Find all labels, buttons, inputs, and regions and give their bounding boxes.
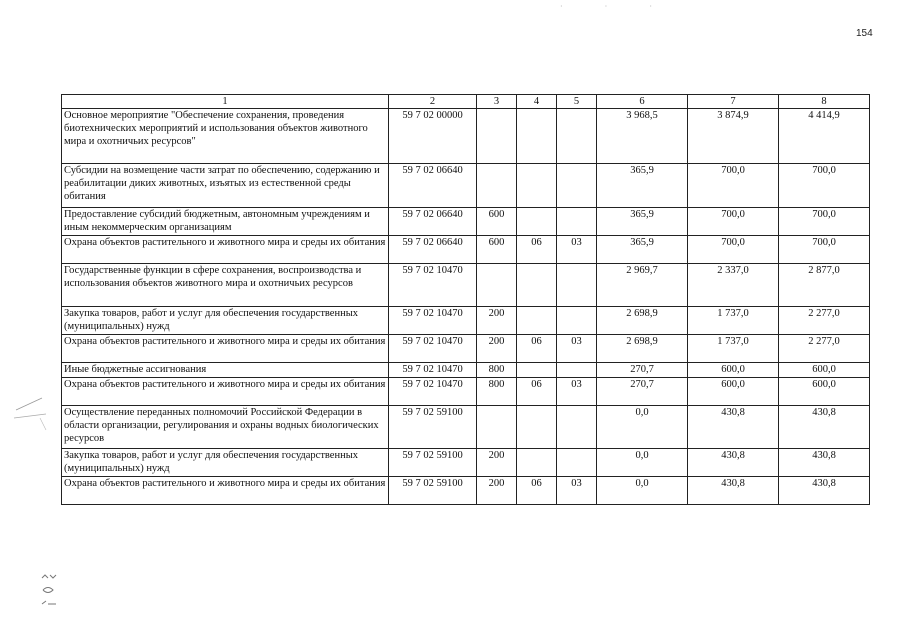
row-code: 59 7 02 10470 xyxy=(389,307,477,335)
row-value-8: 2 277,0 xyxy=(779,307,870,335)
header-col-3: 3 xyxy=(477,95,517,109)
header-col-8: 8 xyxy=(779,95,870,109)
row-code: 59 7 02 06640 xyxy=(389,208,477,236)
row-col-3: 200 xyxy=(477,477,517,505)
row-value-6: 365,9 xyxy=(597,208,688,236)
row-col-4 xyxy=(517,307,557,335)
row-value-6: 365,9 xyxy=(597,236,688,264)
row-value-8: 2 877,0 xyxy=(779,264,870,307)
row-name: Государственные функции в сфере сохранения, воспроизводства и использования объектов животного мира и охотничьих ресурсов xyxy=(62,264,389,307)
table-body xyxy=(62,109,870,505)
row-name: Охрана объектов растительного и животного мира и среды их обитания xyxy=(62,378,389,406)
row-col-5 xyxy=(557,208,597,236)
row-code: 59 7 02 00000 xyxy=(389,109,477,164)
table-row xyxy=(62,236,870,264)
table-row xyxy=(62,264,870,307)
row-col-5: 03 xyxy=(557,378,597,406)
table-row xyxy=(62,406,870,449)
row-name: Закупка товаров, работ и услуг для обеспечения государственных (муниципальных) нужд xyxy=(62,307,389,335)
row-value-6: 3 968,5 xyxy=(597,109,688,164)
row-col-4: 06 xyxy=(517,477,557,505)
row-name: Охрана объектов растительного и животного мира и среды их обитания xyxy=(62,335,389,363)
row-value-6: 0,0 xyxy=(597,449,688,477)
row-col-3: 600 xyxy=(477,236,517,264)
table-row xyxy=(62,449,870,477)
row-code: 59 7 02 10470 xyxy=(389,378,477,406)
row-value-6: 2 698,9 xyxy=(597,307,688,335)
row-value-6: 2 698,9 xyxy=(597,335,688,363)
row-col-5 xyxy=(557,307,597,335)
row-code: 59 7 02 10470 xyxy=(389,363,477,378)
row-col-5 xyxy=(557,264,597,307)
header-col-4: 4 xyxy=(517,95,557,109)
row-value-7: 430,8 xyxy=(688,477,779,505)
table-row xyxy=(62,208,870,236)
row-value-8: 600,0 xyxy=(779,363,870,378)
row-value-7: 700,0 xyxy=(688,208,779,236)
table-row xyxy=(62,164,870,208)
row-col-3: 200 xyxy=(477,449,517,477)
header-col-7: 7 xyxy=(688,95,779,109)
row-value-7: 600,0 xyxy=(688,363,779,378)
table-row xyxy=(62,477,870,505)
header-row xyxy=(62,95,870,109)
row-col-5 xyxy=(557,109,597,164)
row-value-7: 3 874,9 xyxy=(688,109,779,164)
row-value-8: 430,8 xyxy=(779,477,870,505)
row-col-3: 800 xyxy=(477,363,517,378)
row-value-6: 270,7 xyxy=(597,363,688,378)
row-value-7: 430,8 xyxy=(688,449,779,477)
row-col-5 xyxy=(557,406,597,449)
row-code: 59 7 02 10470 xyxy=(389,264,477,307)
row-col-3 xyxy=(477,264,517,307)
row-col-4 xyxy=(517,264,557,307)
row-col-3: 200 xyxy=(477,335,517,363)
row-col-3: 600 xyxy=(477,208,517,236)
row-col-3 xyxy=(477,109,517,164)
row-col-4 xyxy=(517,449,557,477)
table-row xyxy=(62,307,870,335)
row-col-3 xyxy=(477,406,517,449)
row-value-8: 2 277,0 xyxy=(779,335,870,363)
row-col-5: 03 xyxy=(557,477,597,505)
row-value-6: 0,0 xyxy=(597,406,688,449)
header-col-5: 5 xyxy=(557,95,597,109)
row-code: 59 7 02 06640 xyxy=(389,236,477,264)
row-col-4 xyxy=(517,208,557,236)
row-col-5: 03 xyxy=(557,335,597,363)
header-col-1: 1 xyxy=(62,95,389,109)
scan-bottom-marks xyxy=(40,572,64,612)
row-col-3 xyxy=(477,164,517,208)
row-name: Предоставление субсидий бюджетным, автономным учреждениям и иным некоммерческим организациям xyxy=(62,208,389,236)
row-value-8: 430,8 xyxy=(779,449,870,477)
row-name: Охрана объектов растительного и животного мира и среды их обитания xyxy=(62,477,389,505)
row-name: Основное мероприятие "Обеспечение сохранения, проведения биотехнических мероприятий и использования объектов животного мира и охотничьих ресурсов" xyxy=(62,109,389,164)
row-value-7: 1 737,0 xyxy=(688,335,779,363)
row-value-6: 2 969,7 xyxy=(597,264,688,307)
row-col-5: 03 xyxy=(557,236,597,264)
row-value-8: 4 414,9 xyxy=(779,109,870,164)
row-code: 59 7 02 59100 xyxy=(389,449,477,477)
row-name: Субсидии на возмещение части затрат по обеспечению, содержанию и реабилитации диких животных, изъятых из естественной среды обитания xyxy=(62,164,389,208)
row-value-7: 2 337,0 xyxy=(688,264,779,307)
row-value-7: 430,8 xyxy=(688,406,779,449)
row-col-4 xyxy=(517,363,557,378)
row-value-6: 365,9 xyxy=(597,164,688,208)
row-value-8: 600,0 xyxy=(779,378,870,406)
row-col-4: 06 xyxy=(517,236,557,264)
row-value-6: 270,7 xyxy=(597,378,688,406)
page-number: 154 xyxy=(856,28,873,39)
row-col-5 xyxy=(557,164,597,208)
row-value-7: 600,0 xyxy=(688,378,779,406)
table-row xyxy=(62,378,870,406)
row-col-4 xyxy=(517,109,557,164)
row-name: Закупка товаров, работ и услуг для обеспечения государственных (муниципальных) нужд xyxy=(62,449,389,477)
row-code: 59 7 02 10470 xyxy=(389,335,477,363)
header-col-2: 2 xyxy=(389,95,477,109)
row-code: 59 7 02 59100 xyxy=(389,477,477,505)
row-name: Охрана объектов растительного и животного мира и среды их обитания xyxy=(62,236,389,264)
row-name: Осуществление переданных полномочий Российской Федерации в области организации, регулирования и охраны водных биологических ресурсов xyxy=(62,406,389,449)
row-value-7: 700,0 xyxy=(688,164,779,208)
row-value-6: 0,0 xyxy=(597,477,688,505)
row-value-7: 700,0 xyxy=(688,236,779,264)
row-col-4: 06 xyxy=(517,378,557,406)
row-name: Иные бюджетные ассигнования xyxy=(62,363,389,378)
row-col-3: 800 xyxy=(477,378,517,406)
scan-margin-marks xyxy=(12,396,52,436)
row-value-8: 700,0 xyxy=(779,164,870,208)
table-row xyxy=(62,109,870,164)
scan-dots: · · · xyxy=(560,2,672,11)
row-value-8: 700,0 xyxy=(779,236,870,264)
row-col-3: 200 xyxy=(477,307,517,335)
row-col-5 xyxy=(557,449,597,477)
row-value-8: 430,8 xyxy=(779,406,870,449)
row-col-4 xyxy=(517,406,557,449)
row-code: 59 7 02 06640 xyxy=(389,164,477,208)
row-code: 59 7 02 59100 xyxy=(389,406,477,449)
table-row xyxy=(62,335,870,363)
row-value-8: 700,0 xyxy=(779,208,870,236)
row-col-5 xyxy=(557,363,597,378)
row-value-7: 1 737,0 xyxy=(688,307,779,335)
header-col-6: 6 xyxy=(597,95,688,109)
row-col-4 xyxy=(517,164,557,208)
table-row xyxy=(62,363,870,378)
budget-table xyxy=(61,94,870,505)
row-col-4: 06 xyxy=(517,335,557,363)
